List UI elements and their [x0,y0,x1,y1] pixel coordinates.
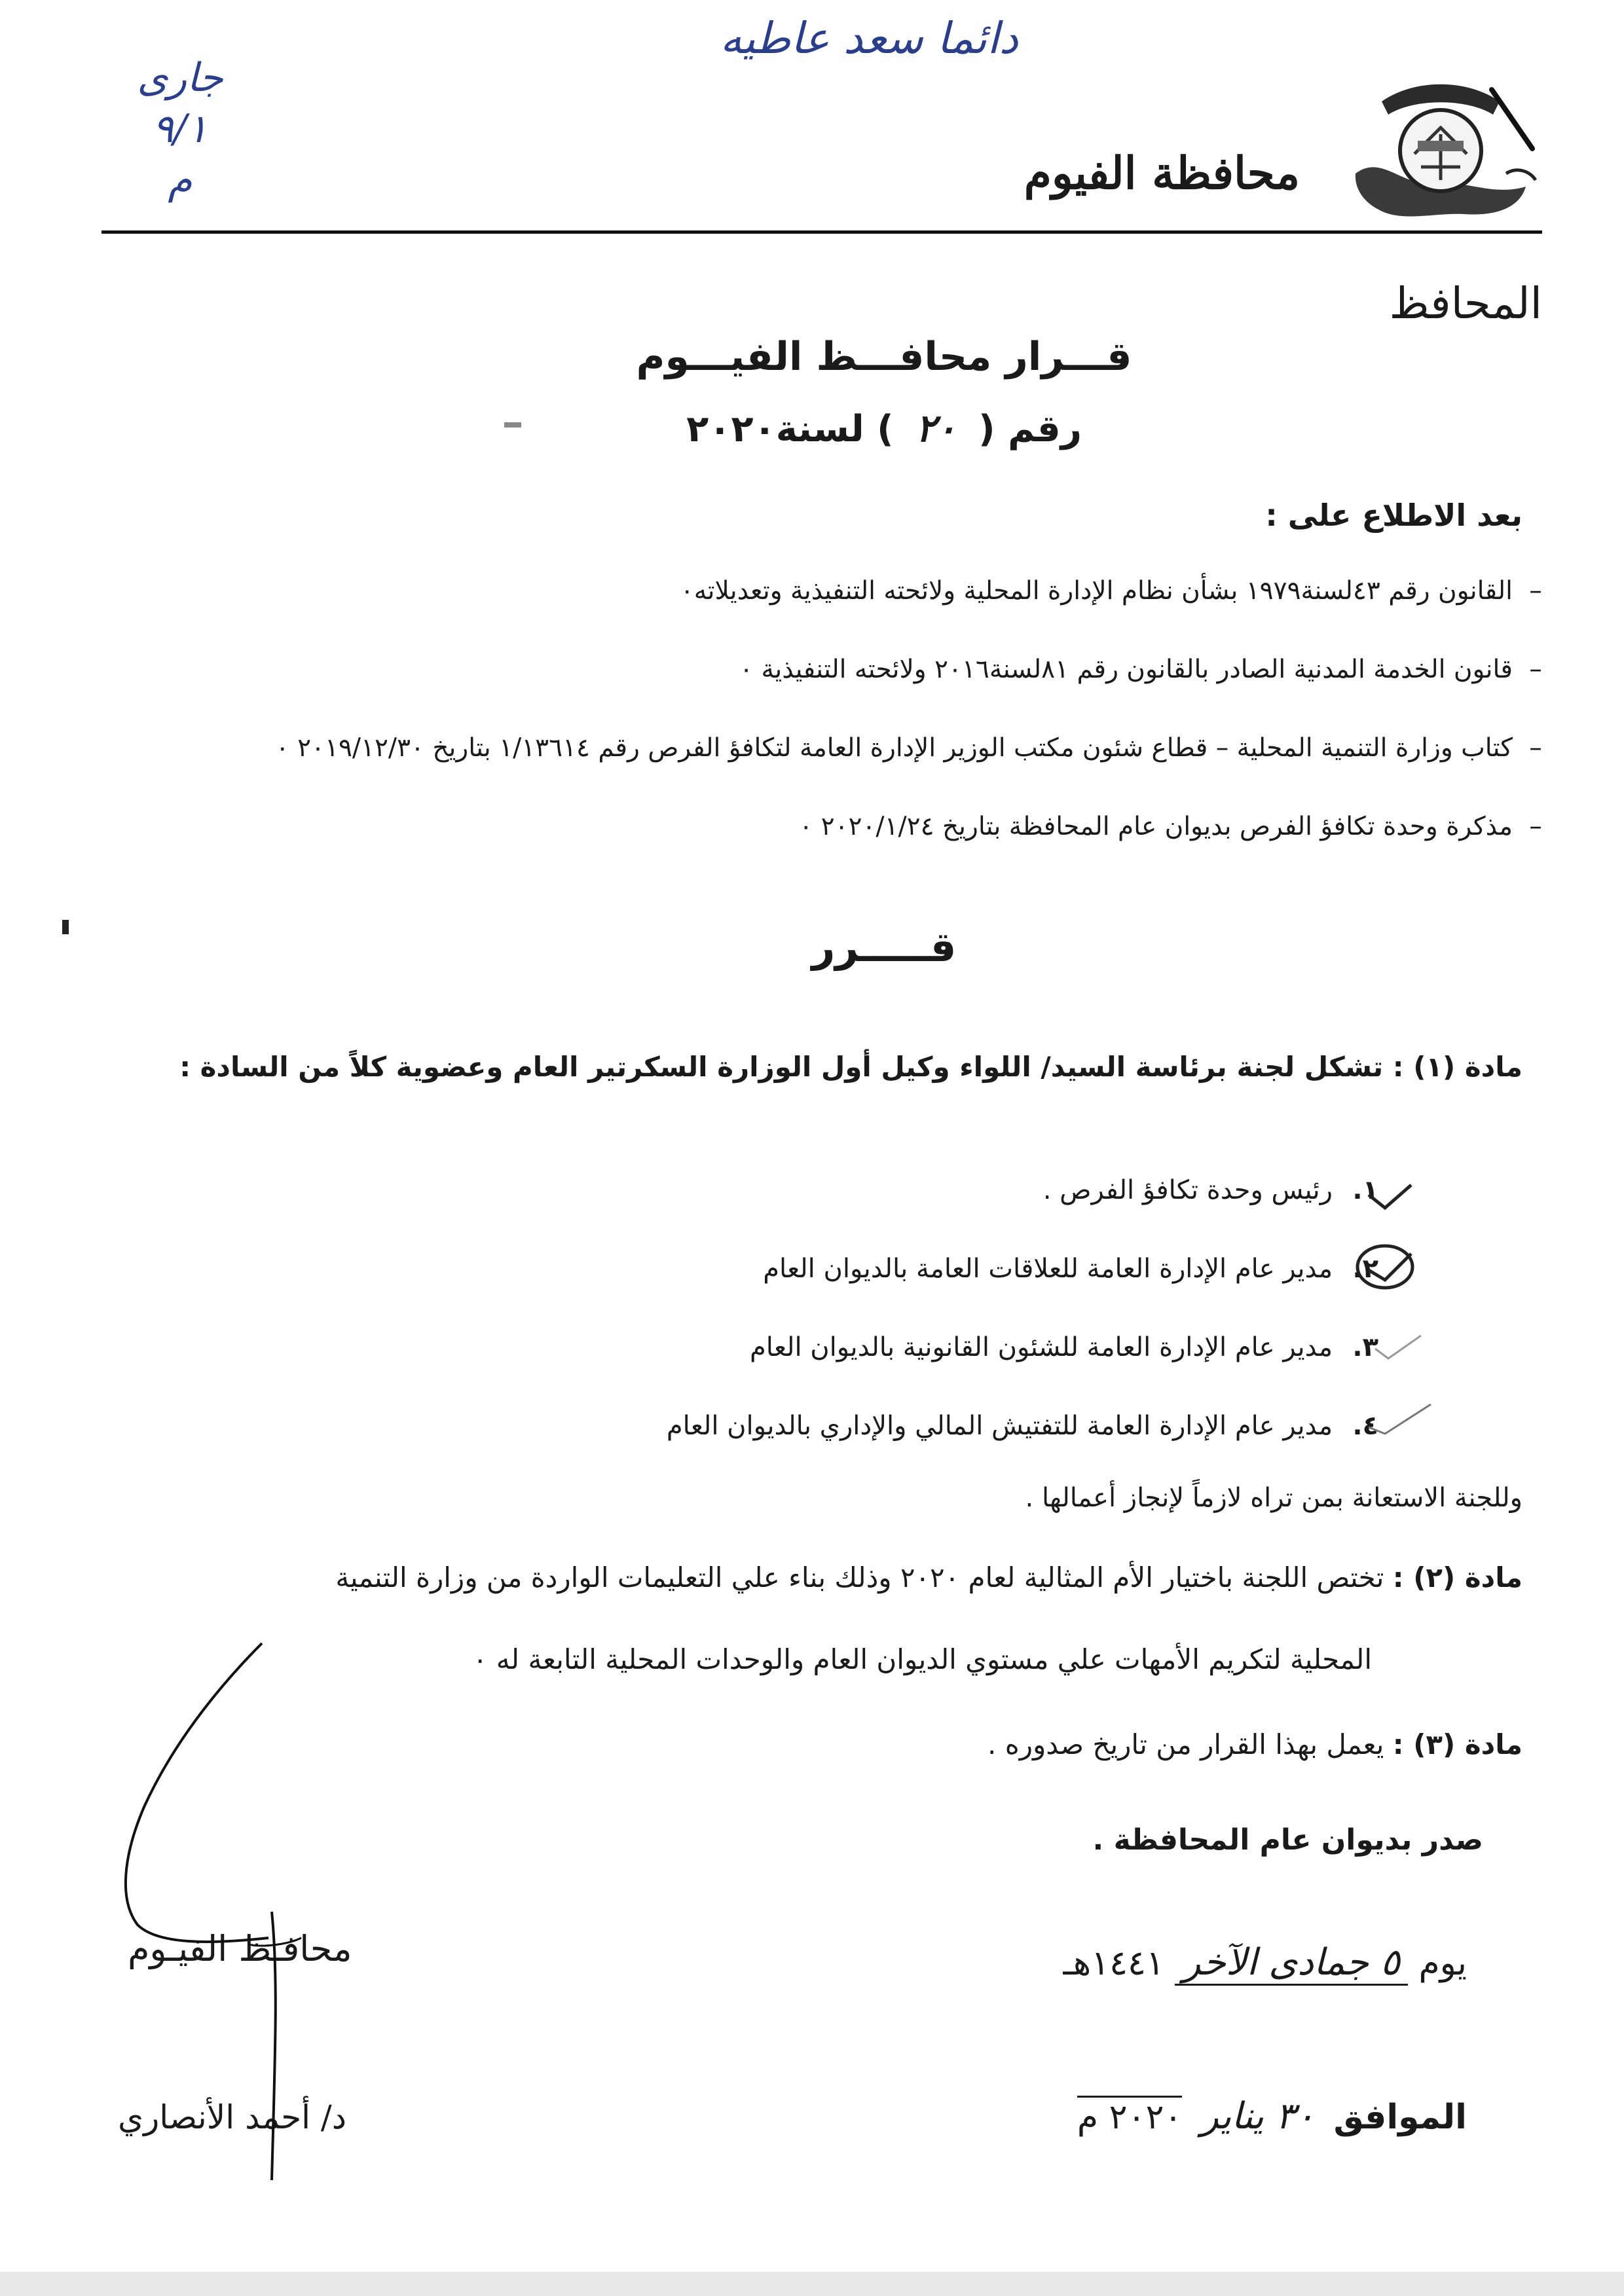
member-text: رئيس وحدة تكافؤ الفرص . [1043,1175,1333,1205]
decree-number-line [0,406,1624,450]
member-number: ٢. [1352,1254,1378,1284]
article-label: مادة (٣) : [1392,1728,1522,1760]
handwritten-margin-note [101,52,259,206]
handwritten-check-marks [1349,1172,1441,1447]
decided-heading: قـــــرر [811,923,957,971]
gregorian-year: ٢٠٢٠ م [1077,2096,1182,2137]
recital-text: مذكرة وحدة تكافؤ الفرص بديوان عام المحافظة بتاريخ ٢٠٢٠/١/٢٤ ٠ [799,812,1513,841]
committee-member [667,1411,1378,1441]
handwritten-margin-line: م [168,157,193,203]
article-label: مادة (٢) : [1392,1561,1522,1594]
article-2 [335,1561,1522,1594]
article-1 [179,1051,1522,1083]
recital-item: –كتاب وزارة التنمية المحلية – قطاع شئون مكتب الوزير الإدارة العامة لتكافؤ الفرص رقم ١/١٣٦١٤ بتاريخ ٢٠١٩/١٢/٣٠ ٠ [275,733,1542,763]
corresponding-prefix: الموافق [1333,2098,1467,2137]
signatory-name: د/ أحمد الأنصاري [118,2098,347,2136]
recital-item: –مذكرة وحدة تكافؤ الفرص بديوان عام المحافظة بتاريخ ٢٠٢٠/١/٢٤ ٠ [799,812,1542,841]
recital-item: –القانون رقم ٤٣لسنة١٩٧٩ بشأن نظام الإدارة المحلية ولائحته التنفيذية وتعديلاته٠ [680,576,1542,606]
decree-number-value: ٢٠ [915,406,957,450]
article-text: يعمل بهذا القرار من تاريخ صدوره . [987,1728,1384,1760]
hijri-date-handwritten: ٥ جمادى الآخر [1175,1941,1408,1986]
header-divider [101,230,1542,234]
handwritten-top-note: دائما سعد عاطيه [720,13,1018,64]
member-text: مدير عام الإدارة العامة للشئون القانونية بالديوان العام [750,1332,1333,1362]
signatory-title: محافـظ الفيـوم [128,1928,352,1969]
hijri-date-line [1063,1941,1467,1984]
recital-text: كتاب وزارة التنمية المحلية – قطاع شئون مكتب الوزير الإدارة العامة لتكافؤ الفرص رقم ١/١٣٦١٤ بتاريخ ٢٠١٩/١٢/٣٠ ٠ [275,733,1513,763]
member-number: ٣. [1352,1332,1378,1362]
article-label: مادة (١) : [1392,1051,1522,1083]
recital-text: القانون رقم ٤٣لسنة١٩٧٩ بشأن نظام الإدارة المحلية ولائحته التنفيذية وتعديلاته٠ [680,576,1513,606]
member-number: ١. [1352,1175,1378,1205]
article-2-continuation: المحلية لتكريم الأمهات علي مستوي الديوان العام والوحدات المحلية التابعة له ٠ [472,1643,1372,1675]
decree-year-label: ) لسنة٢٠٢٠ [686,408,894,450]
scan-speck [504,422,521,428]
handwritten-signature [98,1637,380,2187]
committee-member [750,1332,1378,1362]
page-bottom-edge [0,2272,1624,2296]
recital-text: قانون الخدمة المدنية الصادر بالقانون رقم ٨١لسنة٢٠١٦ ولائحته التنفيذية ٠ [739,655,1513,684]
member-text: مدير عام الإدارة العامة للعلاقات العامة بالديوان العام [763,1254,1333,1284]
governorate-name: محافظة الفيوم [1024,147,1300,200]
gregorian-date-handwritten: ٣٠ يناير [1200,2095,1315,2138]
article-3 [987,1728,1522,1760]
decree-title: قـــرار محافـــظ الفيـــوم [636,334,1132,380]
preamble-heading: بعد الاطلاع على : [1265,498,1522,533]
issued-statement: صدر بديوان عام المحافظة . [1092,1823,1483,1857]
committee-note: وللجنة الاستعانة بمن تراه لازماً لإنجاز أعمالها . [1025,1483,1522,1513]
gregorian-date-line [1077,2095,1467,2138]
governorate-logo-emblem [1342,75,1539,232]
hijri-year: ١٤٤١هـ [1063,1944,1164,1983]
committee-member [1043,1175,1378,1205]
scan-speck [62,920,69,934]
recital-item: –قانون الخدمة المدنية الصادر بالقانون رقم ٨١لسنة٢٠١٦ ولائحته التنفيذية ٠ [739,655,1542,684]
handwritten-margin-line: جارى [137,55,223,101]
member-number: ٤. [1352,1411,1378,1441]
governor-office-label: المحافظ [1389,278,1542,329]
article-text: تختص اللجنة باختيار الأم المثالية لعام ٢٠٢٠ وذلك بناء علي التعليمات الواردة من وزارة التنمية [335,1561,1384,1594]
member-text: مدير عام الإدارة العامة للتفتيش المالي والإداري بالديوان العام [666,1411,1333,1441]
article-text: تشكل لجنة برئاسة السيد/ اللواء وكيل أول الوزارة السكرتير العام وعضوية كلاً من السادة : [179,1051,1384,1083]
day-prefix: يوم [1418,1944,1467,1983]
decree-number-label: رقم ( [978,408,1082,450]
handwritten-margin-line: ٩/١ [152,106,208,152]
committee-member [763,1254,1378,1284]
